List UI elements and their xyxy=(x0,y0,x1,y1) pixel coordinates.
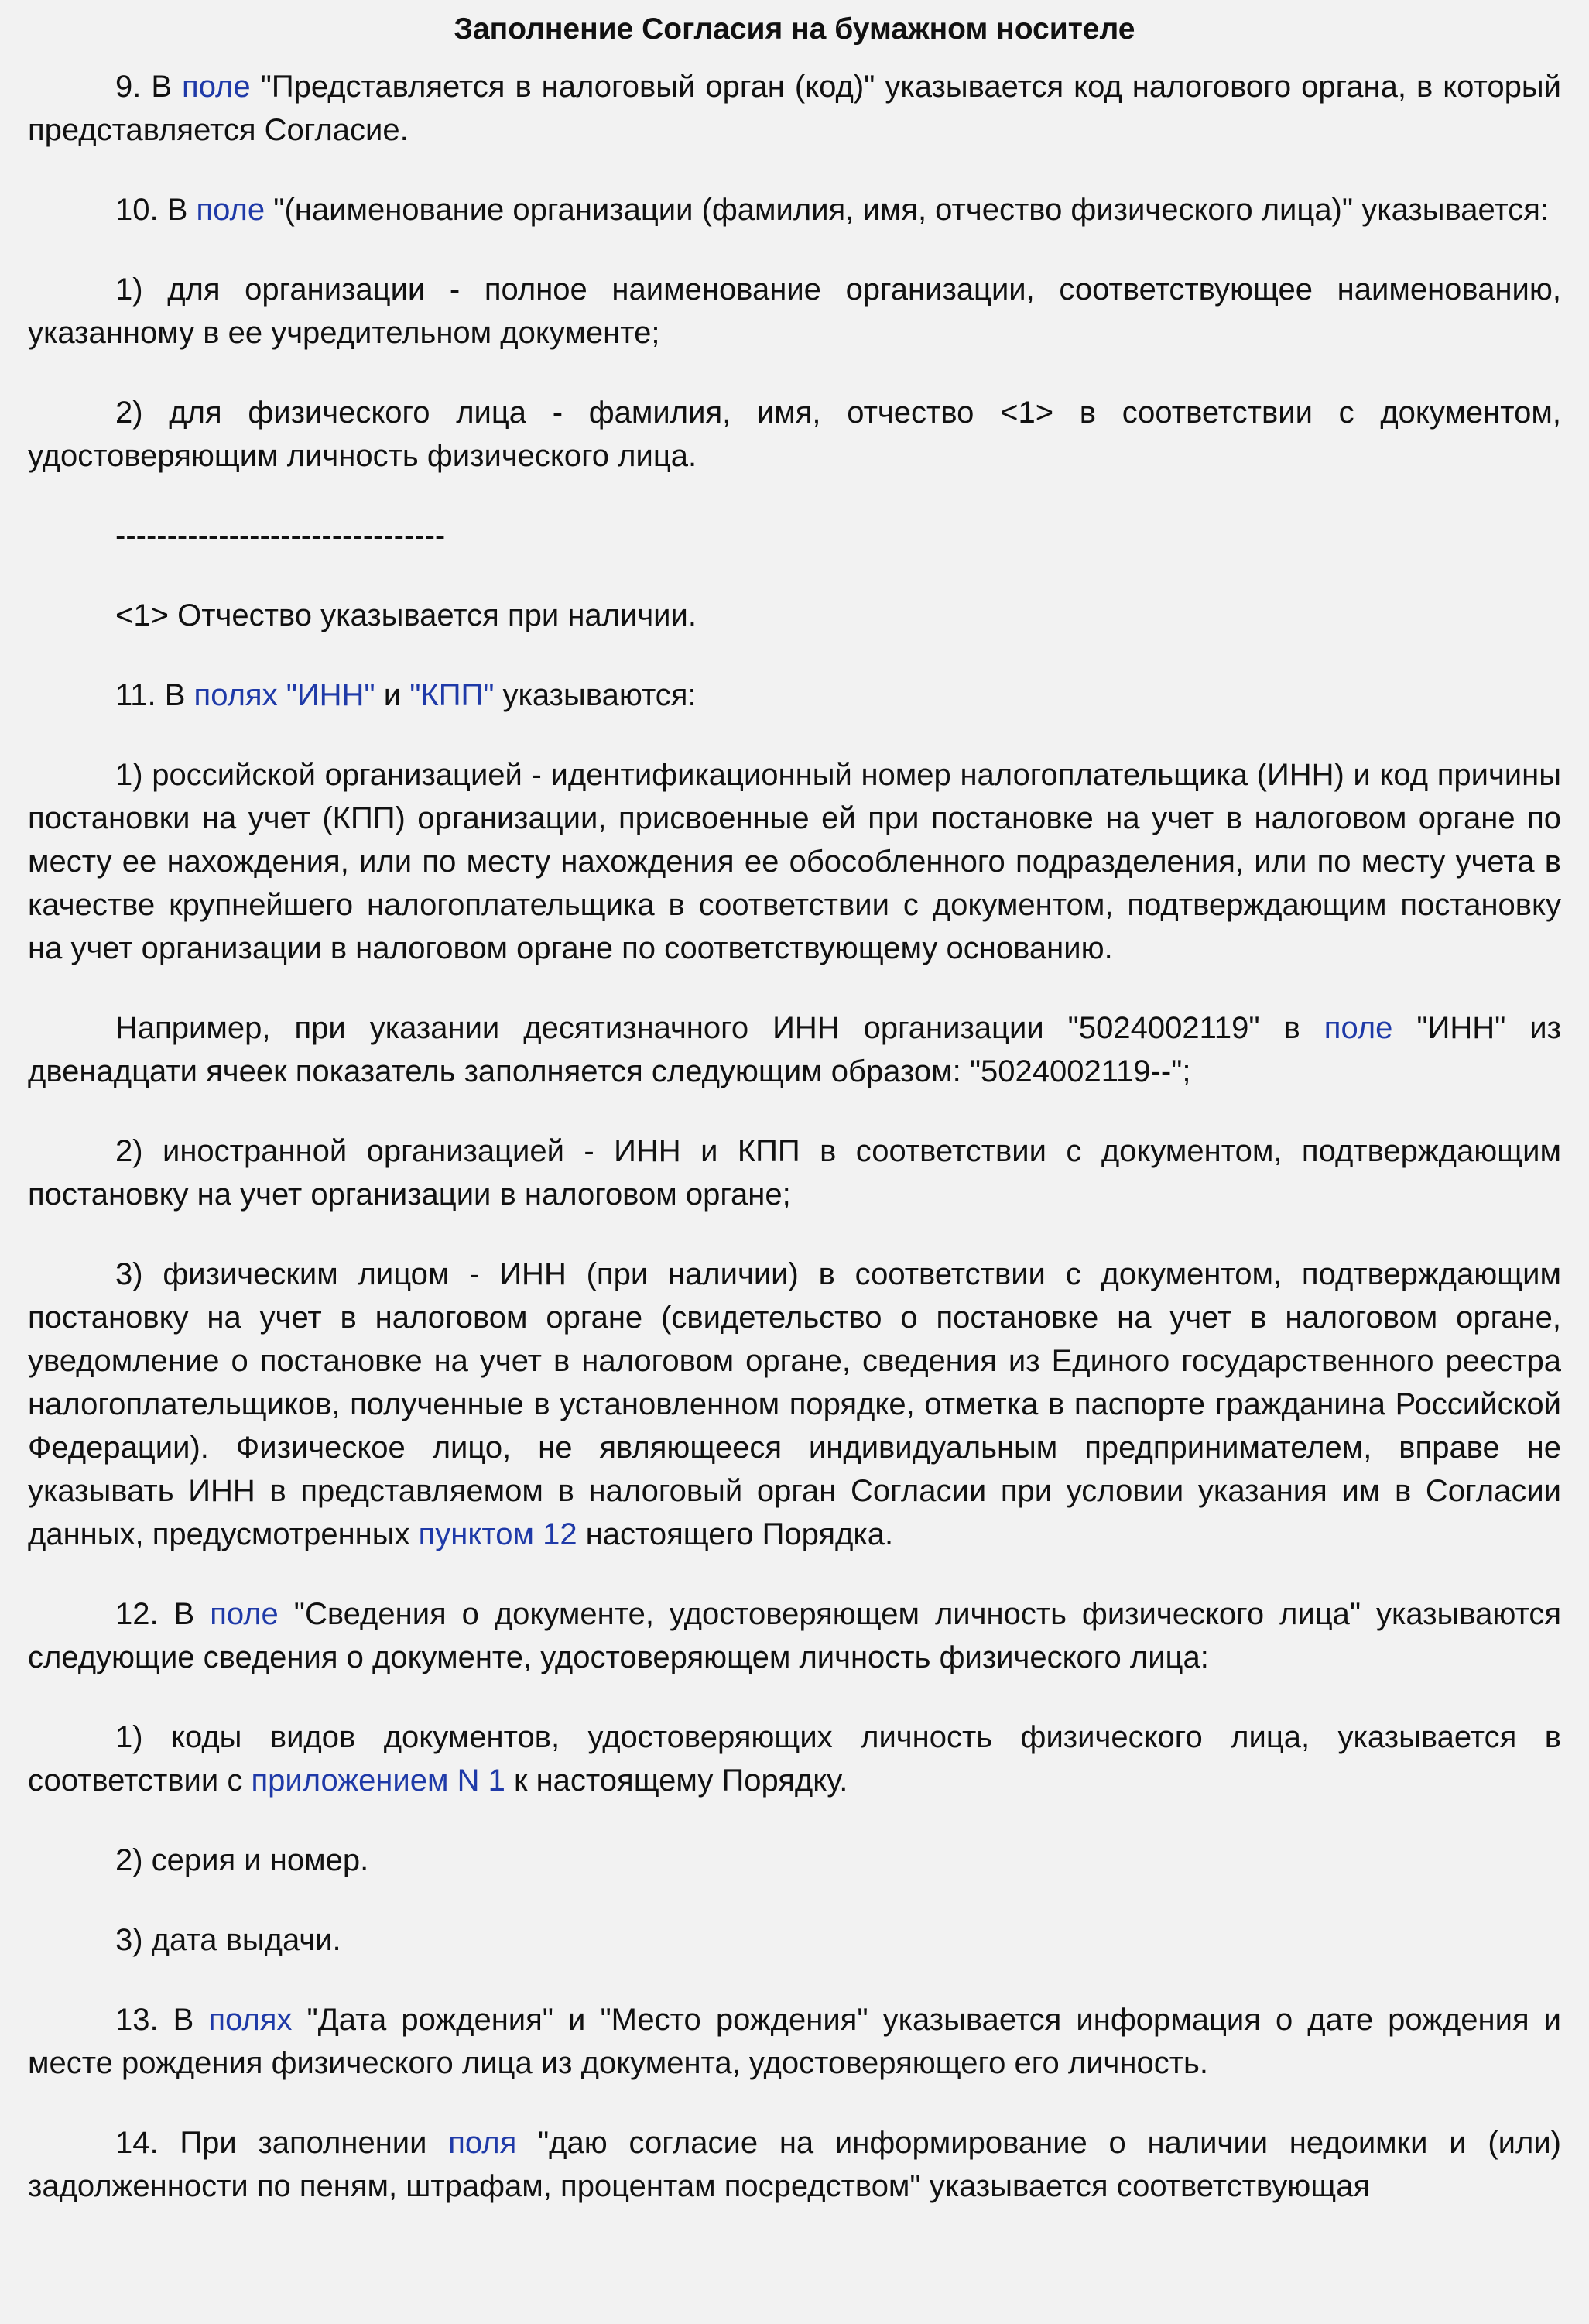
paragraph-12-item-3: 3) дата выдачи. xyxy=(115,1923,341,1957)
paragraph-10 xyxy=(28,188,1561,231)
p11-number: 11. В xyxy=(115,678,194,712)
paragraph-9 xyxy=(28,65,1561,152)
link-appendix-1[interactable]: приложением N 1 xyxy=(251,1764,505,1798)
p11-text: указываются: xyxy=(494,678,697,712)
p12-text: "Сведения о документе, удостоверяющем личность физического лица" указываются следующие сведения о документе, удостоверяющем личность физического лица: xyxy=(28,1597,1561,1674)
paragraph-11-item-2: 2) иностранной организацией - ИНН и КПП в соответствии с документом, подтверждающим постановку на учет организации в налоговом органе; xyxy=(28,1134,1561,1212)
paragraph-10-item-1: 1) для организации - полное наименование организации, соответствующее наименованию, указанному в ее учредительном документе; xyxy=(28,273,1561,350)
paragraph-11-example xyxy=(28,1006,1561,1093)
paragraph-14-clip xyxy=(28,2121,1561,2208)
link-pole-p10[interactable]: поле xyxy=(196,193,265,227)
p10-text: "(наименование организации (фамилия, имя, отчество физического лица)" указывается: xyxy=(265,193,1550,227)
p12-1-text-end: к настоящему Порядку. xyxy=(505,1764,848,1798)
p11-example-text-start: Например, при указании десятизначного ИНН организации "5024002119" в xyxy=(115,1011,1324,1045)
p11-3-text-start: 3) физическим лицом - ИНН (при наличии) в соответствии с документом, подтверждающим постановку на учет в налоговом органе (свидетельство о постановке на учет в налоговом органе, уведомление о постановке на учет в налоговом органе, сведения из Единого государственного реестра налогоплательщиков, полученные в установленном порядке, отметка в паспорте гражданина Российской Федерации). Физическое лицо, не являющееся индивидуальным предпринимателем, вправе не указывать ИНН в представляемом в налоговый орган Согласии при условии указания им в Согласии данных, предусмотренных xyxy=(28,1257,1561,1551)
p12-number: 12. В xyxy=(115,1597,211,1631)
paragraph-12-item-2: 2) серия и номер. xyxy=(115,1843,369,1877)
paragraph-11 xyxy=(28,674,1561,717)
link-pole-p12[interactable]: поле xyxy=(210,1597,279,1631)
link-kpp-field[interactable]: "КПП" xyxy=(409,678,495,712)
link-polya-p14[interactable]: поля xyxy=(448,2126,517,2160)
paragraph-11-item-3 xyxy=(28,1253,1561,1556)
p11-example-text-end: "ИНН" из двенадцати ячеек показатель заполняется следующим образом: "5024002119--"; xyxy=(28,1011,1561,1088)
p14-number: 14. При заполнении xyxy=(115,2126,449,2160)
p11-3-text-end: настоящего Порядка. xyxy=(577,1517,894,1551)
link-pole-inn[interactable]: поле xyxy=(1324,1011,1393,1045)
p11-and: и xyxy=(375,678,410,712)
link-pole-p9[interactable]: поле xyxy=(182,70,251,104)
paragraph-13 xyxy=(28,1998,1561,2085)
p13-text: "Дата рождения" и "Место рождения" указывается информация о дате рождения и месте рождения физического лица из документа, удостоверяющего его личность. xyxy=(28,2003,1561,2080)
link-polyah-p13[interactable]: полях xyxy=(208,2003,293,2037)
paragraph-14 xyxy=(28,2121,1561,2208)
footnote: <1> Отчество указывается при наличии. xyxy=(115,598,697,632)
paragraph-10-item-2: 2) для физического лица - фамилия, имя, отчество <1> в соответствии с документом, удостоверяющим личность физического лица. xyxy=(28,396,1561,473)
p12-1-text-start: 1) коды видов документов, удостоверяющих личность физического лица, указывается в соответствии с xyxy=(28,1720,1561,1798)
footnote-separator: -------------------------------- xyxy=(115,519,446,553)
link-inn-field[interactable]: полях "ИНН" xyxy=(193,678,375,712)
page-title: Заполнение Согласия на бумажном носителе xyxy=(454,12,1135,46)
paragraph-11-item-1: 1) российской организацией - идентификационный номер налогоплательщика (ИНН) и код причины постановки на учет (КПП) организации, присвоенные ей при постановке на учет в налоговом органе по месту ее нахождения, или по месту нахождения ее обособленного подразделения, или по месту учета в качестве крупнейшего налогоплательщика в соответствии с документом, подтверждающим постановку на учет организации в налоговом органе по соответствующему основанию. xyxy=(28,758,1561,965)
p10-number: 10. В xyxy=(115,193,197,227)
p14-text: "даю согласие на информирование о наличии недоимки и (или) задолженности по пеням, штрафам, процентам посредством" указывается соответствующая xyxy=(28,2126,1561,2203)
p13-number: 13. В xyxy=(115,2003,209,2037)
p9-number: 9. В xyxy=(115,70,183,104)
link-punkt-12[interactable]: пунктом 12 xyxy=(418,1517,577,1551)
paragraph-12-item-1 xyxy=(28,1716,1561,1802)
paragraph-12 xyxy=(28,1592,1561,1679)
p9-text: "Представляется в налоговый орган (код)" указывается код налогового органа, в который представляется Согласие. xyxy=(28,70,1561,147)
